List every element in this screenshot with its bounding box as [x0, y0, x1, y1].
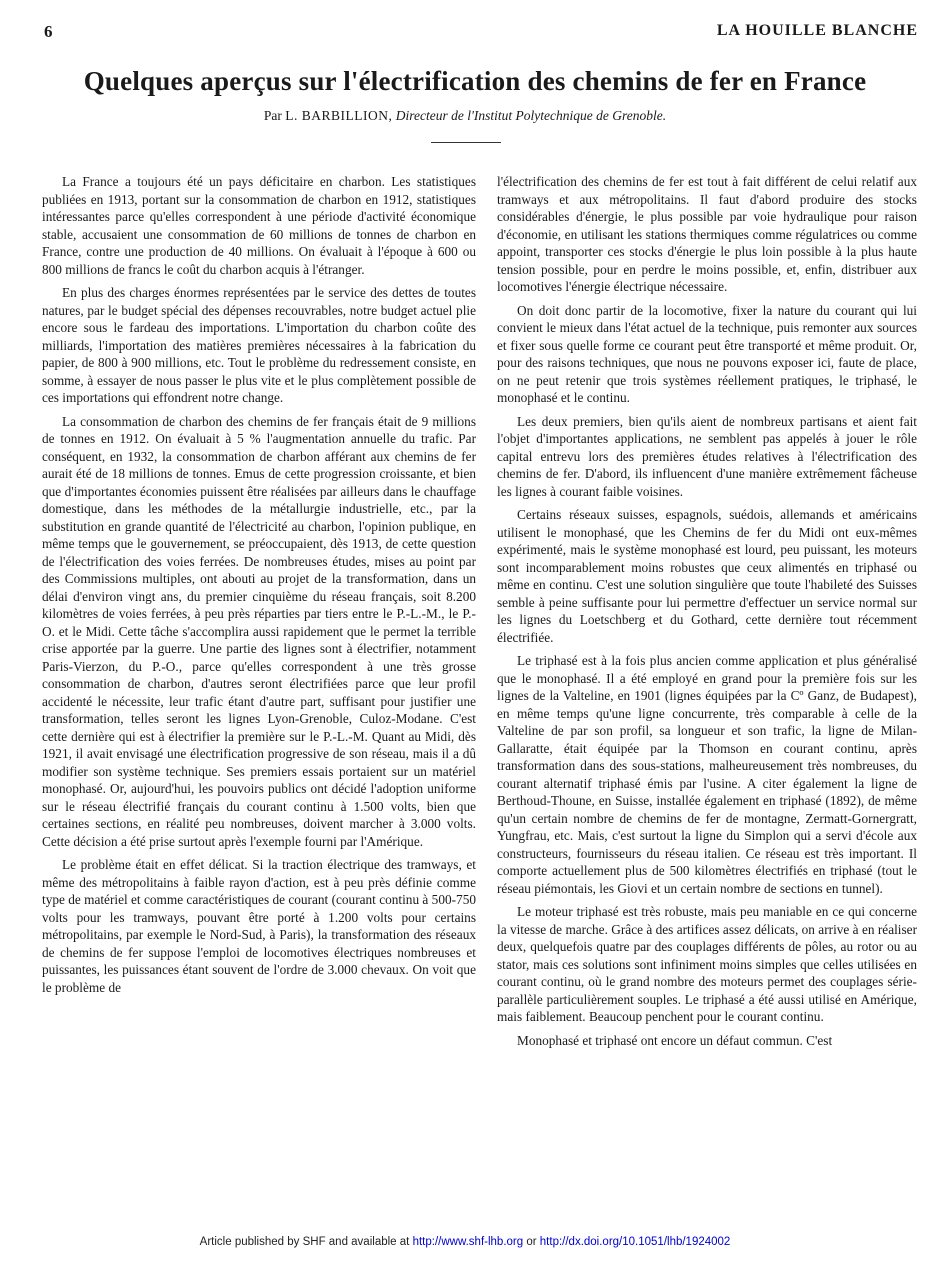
paragraph: On doit donc partir de la locomotive, fixer la nature du courant qui lui convient le mieux dans l'état actuel de la technique, puis remonter aux sources et fixer sous quelle forme ce courant peut être transporté et même produit. Or, pour des raisons techniques, que nous ne pouvons exposer ici, faute de place, on ne peut retenir que trois systèmes réellement pratiques, le triphasé, le monophasé et le continu.: [497, 302, 917, 405]
footer-or: or: [526, 1236, 537, 1248]
paragraph: Le problème était en effet délicat. Si la traction électrique des tramways, et même des métropolitains à faible rayon d'action, est à peu près définie comme type de matériel et comme caractéristiques de courant (courant continu à 500-750 volts pour les tramways, pouvant être porté à 1.200 volts pour certains métropolitains, par exemple le Nord-Sud, à Paris), la transformation des réseaux de chemins de fer suppose l'emploi de locomotives électriques nombreuses et puissantes, les puissances étant souvent de l'ordre de 3.000 chevaux. On voit que le problème de: [42, 857, 476, 995]
paragraph: Les deux premiers, bien qu'ils aient de nombreux partisans et aient fait l'objet d'importantes applications, ne semblent pas appelés à jouer le rôle capital entrevu lors des premières études relatives à l'électrification des chemins de fer. D'abord, ils influencent d'une manière extrêmement fâcheuse les lignes à courant faible voisines.: [497, 413, 917, 499]
paragraph: En plus des charges énormes représentées par le service des dettes de toutes natures, par le budget spécial des dépenses recouvrables, notre budget actuel plie encore sous le fardeau des importations. L'importation du charbon coûte des milliards, l'importation des matières premières nécessaires à la fabrication du papier, de 800 à 900 millions, etc. Tout le problème du redressement consiste, en somme, à essayer de nous passer le plus vite et le plus complètement possible de ces importations qui effondrent notre change.: [42, 285, 476, 405]
article-title: Quelques aperçus sur l'électrification des chemins de fer en France: [83, 66, 867, 96]
paragraph: La consommation de charbon des chemins de fer français était de 9 millions de tonnes en 1912. On évaluait à 5 % l'augmentation annuelle du trafic. Par conséquent, en 1932, la consommation de charbon afférant aux chemins de fer aurait été de 18 millions de tonnes. Emus de cette progression croissante, et bien que d'importantes économies puissent être réalisées par ailleurs dans le chauffage domestique, dans les méthodes de la métallurgie industrielle, etc., par la substitution en grande quantité de l'électricité au charbon, l'opinion publique, en même temps que le gouvernement, se préoccupaient, dès 1913, de cette question de l'électrification des voies ferrées. De nombreuses études, mises au point par des Commissions multiples, ont abouti au projet de la transformation, dans un délai d'environ vingt ans, du premier cinquième du réseau français, soit 8.200 kilomètres de voies ferrées, à peu près réparties par tiers entre le P.-L.-M., le P.-O. et le Midi. Cette tâche s'accomplira aussi rapidement que le permet la terrible crise apportée par la guerre. Une partie des lignes sont à électrifier, notamment Paris-Vierzon, du P.-O., parce qu'elles correspondent à une très grosse consommation de charbon, d'autres seront électrifiées parce que leur profil accidenté le nécessite, leur trafic étant d'autre part, suffisant pour justifier une transformation, telles seront les lignes Lyon-Grenoble, Culoz-Modane. C'est cette dernière qui est à électrifier la première sur le P.-L.-M. Quant au Midi, dès 1921, il avait envisagé une électrification progressive de son réseau, mais il a dû modifier son système technique. Ses premiers essais portaient sur un matériel monophasé. Or, aujourd'hui, les pouvoirs publics ont décidé l'adoption uniforme sur le réseau électrifié français du courant continu à 1.500 volts, bien que certaines sections, en réalité peu nombreuses, doivent marcher à 3.000 volts. Cette décision a été prise surtout après l'exemple fourni par l'Amérique.: [42, 413, 476, 849]
byline: [0, 108, 930, 124]
journal-name: LA HOUILLE BLANCHE: [716, 22, 918, 39]
right-column: [497, 173, 917, 1055]
left-column: [42, 173, 476, 1002]
paragraph: La France a toujours été un pays déficitaire en charbon. Les statistiques publiées en 1913, portant sur la consommation de charbon en 1912, statistiques intéressantes parce qu'elles correspondent à une période d'activité économique stable, accusaient une consommation de 60 millions de tonnes de charbon en France, contre une production de 40 millions. On évaluait à l'époque à 600 ou 800 millions de francs le coût du charbon acquis à l'étranger.: [42, 174, 476, 277]
shf-link[interactable]: http://www.shf-lhb.org: [412, 1236, 524, 1248]
paragraph: Certains réseaux suisses, espagnols, suédois, allemands et américains utilisent le monophasé, que les Chemins de fer du Midi ont eux-mêmes expérimenté, mais le système monophasé est lourd, peu puissant, les moteurs sont incomparablement moins robustes que ceux alimentés en triphasé ou même en continu. C'est une solution singulière que toute l'habileté des Suisses semble à peine suffisante pour lui permettre d'effectuer un service normal sur les lignes du Loetschberg et du Gothard, cette dernière tout récemment électrifiée.: [497, 507, 917, 645]
footer-prefix: Article published by SHF and available at: [199, 1236, 410, 1248]
doi-link[interactable]: http://dx.doi.org/10.1051/lhb/1924002: [539, 1236, 731, 1248]
author-name: L. BARBILLION,: [285, 108, 393, 123]
title-divider: [431, 142, 501, 143]
page-number: 6: [44, 22, 53, 41]
paragraph: Le triphasé est à la fois plus ancien comme application et plus généralisé que le monophasé. Il a été employé en grand pour la première fois sur les lignes de la Valteline, en 1901 (lignes équipées par la Cº Ganz, de Budapest), en même temps qu'une ligne concurrente, très comparable à celle de la Valteline de par son profil, sa longueur et son trafic, la ligne de Milan-Gallaratte, était équipée par la Thomson en courant continu, après transformation dans des sous-stations, malheureusement très nombreuses, du courant alternatif triphasé émis par l'usine. A citer également la ligne de Berthoud-Thoune, en Suisse, installée également en triphasé (1892), de même qu'un certain nombre de chemins de fer de montagne, Zermatt-Gornergratt, Yungfrau, etc. Mais, c'est surtout la ligne du Simplon qui a servi d'école aux constructeurs, fournisseurs du réseau italien. Ce réseau est très important. Il comporte actuellement plus de 500 kilomètres électrifiés en triphasé (tout le réseau piémontais, les Giovi et un certain nombre de sections en tunnel).: [497, 653, 917, 896]
paragraph: Le moteur triphasé est très robuste, mais peu maniable en ce qui concerne la vitesse de marche. Grâce à des artifices assez délicats, on arrive à en réaliser deux, quelquefois quatre par des couplages différents de pôles, au rotor ou au stator, mais ces solutions sont infiniment moins simples que celles utilisées en courant continu, où le grand nombre des moteurs permet des couplages série-parallèle particulièrement souples. Le triphasé a été aussi utilisé en Amérique, mais faiblement. Beaucoup penchent pour le courant continu.: [497, 904, 917, 1024]
footer: [0, 1236, 930, 1248]
author-affiliation: Directeur de l'Institut Polytechnique de Grenoble.: [395, 108, 667, 123]
paragraph: Monophasé et triphasé ont encore un défaut commun. C'est: [517, 1032, 833, 1048]
paragraph: l'électrification des chemins de fer est tout à fait différent de celui relatif aux tramways et aux métropolitains. Il faut d'abord produire des stocks considérables d'énergie, le plus possible par voie hydraulique pour raison d'économie, en utilisant les stations thermiques comme régulatrices ou comme appoint, transporter ces stocks d'énergie le plus loin possible à la plus haute tension possible, pour en perdre le moins possible, et, enfin, distribuer aux locomotives l'énergie électrique nécessaire.: [497, 174, 917, 294]
byline-prefix: Par: [263, 108, 282, 123]
